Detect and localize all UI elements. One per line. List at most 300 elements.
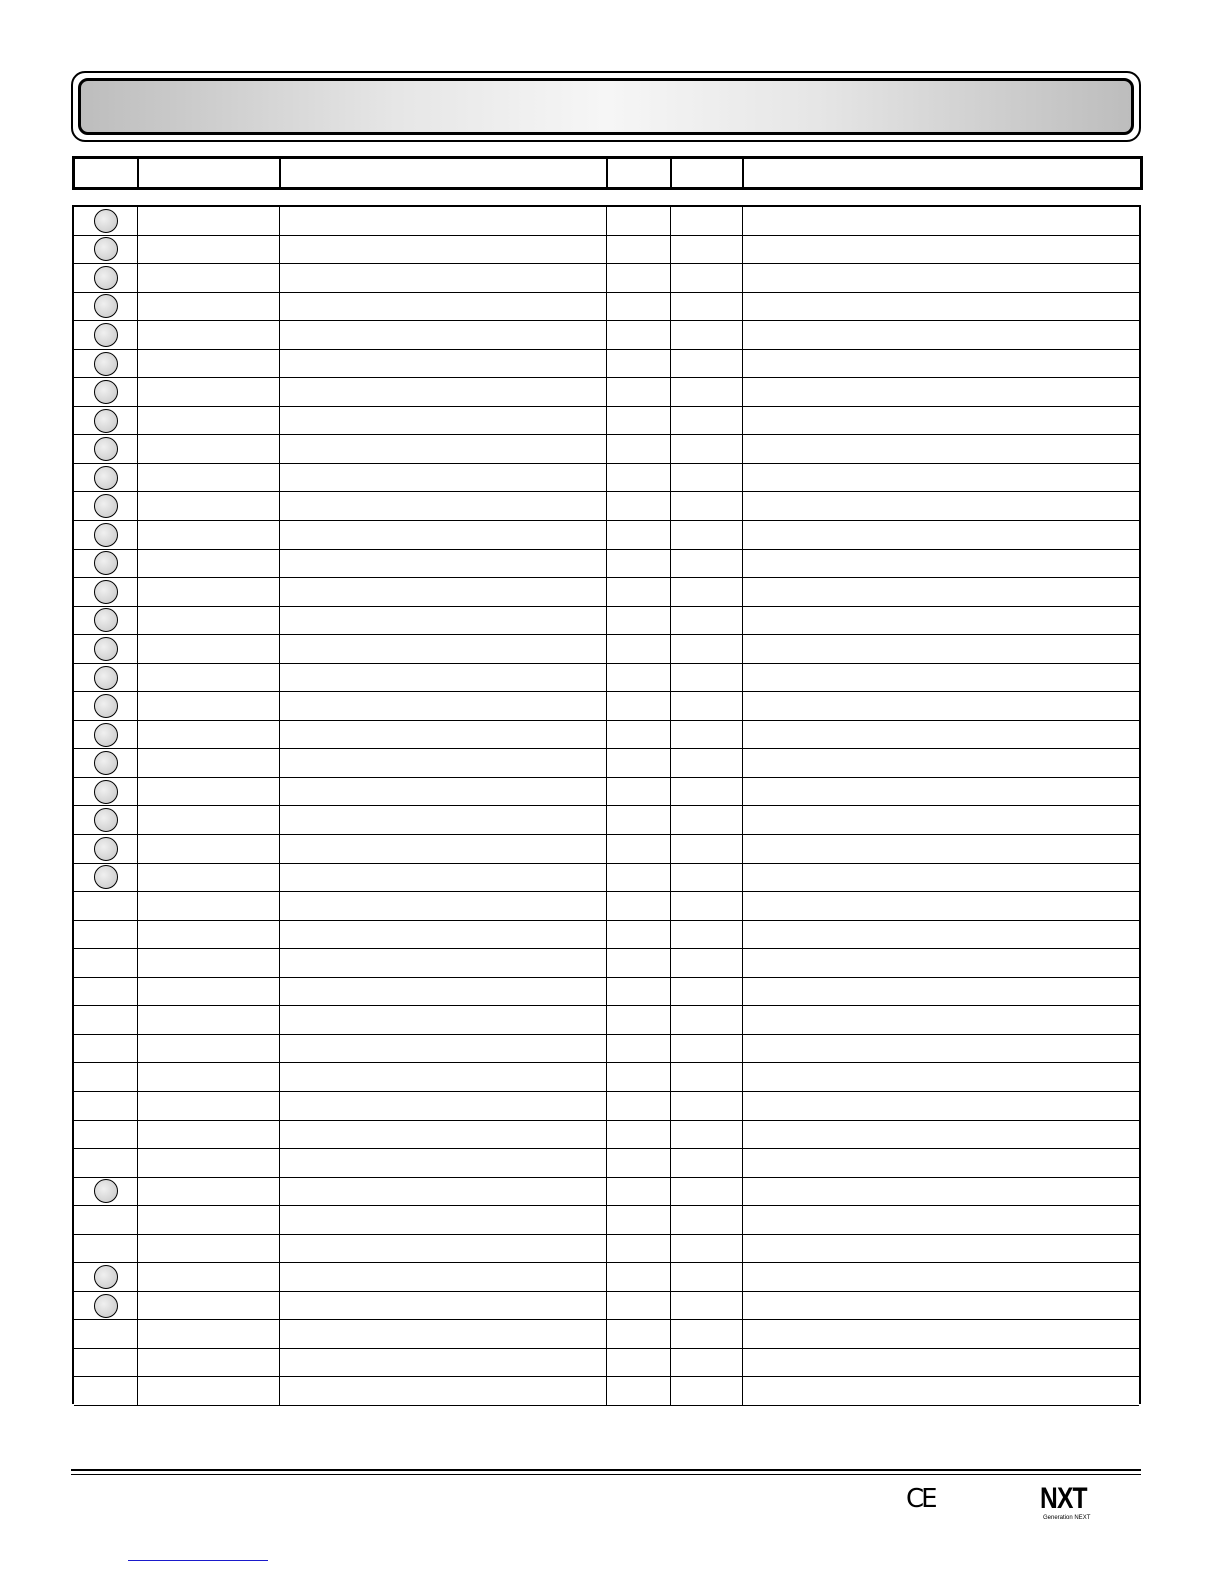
qty-cell — [607, 350, 671, 378]
qty-cell — [607, 835, 671, 863]
qty-cell — [607, 207, 671, 235]
description-cell — [280, 664, 607, 692]
part-number-cell — [138, 978, 280, 1006]
footer-link[interactable] — [128, 1546, 268, 1561]
part-number-cell — [138, 635, 280, 663]
description-cell — [280, 1320, 607, 1348]
unit-cell — [671, 378, 743, 406]
table-row — [74, 1063, 1139, 1092]
unit-cell — [671, 1377, 743, 1405]
qty-cell — [607, 749, 671, 777]
ref-cell — [74, 264, 138, 292]
unit-cell — [671, 1235, 743, 1263]
notes-cell — [743, 1263, 1139, 1291]
part-number-cell — [138, 1121, 280, 1149]
table-row — [74, 835, 1139, 864]
qty-cell — [607, 1349, 671, 1377]
ref-cell — [74, 721, 138, 749]
callout-circle-icon — [94, 1265, 118, 1289]
notes-cell — [743, 264, 1139, 292]
column-header-part-number — [139, 159, 281, 187]
part-number-cell — [138, 892, 280, 920]
notes-cell — [743, 578, 1139, 606]
qty-cell — [607, 293, 671, 321]
notes-cell — [743, 464, 1139, 492]
table-row — [74, 806, 1139, 835]
ref-cell — [74, 550, 138, 578]
table-row — [74, 949, 1139, 978]
qty-cell — [607, 435, 671, 463]
qty-cell — [607, 578, 671, 606]
table-row — [74, 978, 1139, 1007]
callout-circle-icon — [94, 1294, 118, 1318]
description-cell — [280, 350, 607, 378]
ref-cell — [74, 207, 138, 235]
unit-cell — [671, 550, 743, 578]
table-row — [74, 1121, 1139, 1150]
notes-cell — [743, 721, 1139, 749]
qty-cell — [607, 1206, 671, 1234]
unit-cell — [671, 1320, 743, 1348]
unit-cell — [671, 835, 743, 863]
unit-cell — [671, 1178, 743, 1206]
page-title — [78, 78, 1134, 135]
table-row — [74, 236, 1139, 265]
part-number-cell — [138, 1377, 280, 1405]
table-row — [74, 721, 1139, 750]
description-cell — [280, 1178, 607, 1206]
part-number-cell — [138, 607, 280, 635]
table-row — [74, 264, 1139, 293]
callout-circle-icon — [94, 523, 118, 547]
qty-cell — [607, 1092, 671, 1120]
qty-cell — [607, 978, 671, 1006]
table-row — [74, 607, 1139, 636]
nxt-logo-word: NXT — [1040, 1482, 1087, 1515]
description-cell — [280, 1092, 607, 1120]
part-number-cell — [138, 1006, 280, 1034]
notes-cell — [743, 978, 1139, 1006]
ref-cell — [74, 1263, 138, 1291]
column-header-unit — [672, 159, 744, 187]
notes-cell — [743, 692, 1139, 720]
ref-cell — [74, 1349, 138, 1377]
description-cell — [280, 1006, 607, 1034]
column-header-notes — [744, 159, 1140, 187]
description-cell — [280, 635, 607, 663]
table-row — [74, 1178, 1139, 1207]
unit-cell — [671, 892, 743, 920]
ref-cell — [74, 778, 138, 806]
description-cell — [280, 749, 607, 777]
description-cell — [280, 1377, 607, 1405]
ref-cell — [74, 1035, 138, 1063]
qty-cell — [607, 464, 671, 492]
description-cell — [280, 1292, 607, 1320]
qty-cell — [607, 1235, 671, 1263]
table-row — [74, 578, 1139, 607]
part-number-cell — [138, 1092, 280, 1120]
table-row — [74, 1292, 1139, 1321]
description-cell — [280, 778, 607, 806]
notes-cell — [743, 892, 1139, 920]
ref-cell — [74, 1178, 138, 1206]
description-cell — [280, 1349, 607, 1377]
description-cell — [280, 407, 607, 435]
description-cell — [280, 1121, 607, 1149]
notes-cell — [743, 293, 1139, 321]
notes-cell — [743, 607, 1139, 635]
table-row — [74, 293, 1139, 322]
ref-cell — [74, 1006, 138, 1034]
notes-cell — [743, 806, 1139, 834]
qty-cell — [607, 721, 671, 749]
table-row — [74, 692, 1139, 721]
notes-cell — [743, 236, 1139, 264]
qty-cell — [607, 236, 671, 264]
callout-circle-icon — [94, 808, 118, 832]
column-header-description — [281, 159, 608, 187]
table-row — [74, 921, 1139, 950]
qty-cell — [607, 949, 671, 977]
part-number-cell — [138, 236, 280, 264]
notes-cell — [743, 1178, 1139, 1206]
callout-circle-icon — [94, 409, 118, 433]
qty-cell — [607, 1149, 671, 1177]
description-cell — [280, 607, 607, 635]
description-cell — [280, 492, 607, 520]
callout-circle-icon — [94, 751, 118, 775]
table-row — [74, 492, 1139, 521]
description-cell — [280, 207, 607, 235]
qty-cell — [607, 521, 671, 549]
table-row — [74, 464, 1139, 493]
part-number-cell — [138, 464, 280, 492]
callout-circle-icon — [94, 494, 118, 518]
description-cell — [280, 321, 607, 349]
ref-cell — [74, 1121, 138, 1149]
unit-cell — [671, 1006, 743, 1034]
unit-cell — [671, 350, 743, 378]
notes-cell — [743, 749, 1139, 777]
footer-divider-thin — [71, 1474, 1141, 1475]
qty-cell — [607, 921, 671, 949]
notes-cell — [743, 207, 1139, 235]
part-number-cell — [138, 578, 280, 606]
part-number-cell — [138, 264, 280, 292]
ref-cell — [74, 921, 138, 949]
table-row — [74, 407, 1139, 436]
description-cell — [280, 1063, 607, 1091]
ref-cell — [74, 749, 138, 777]
table-row — [74, 1206, 1139, 1235]
ref-cell — [74, 321, 138, 349]
ref-cell — [74, 350, 138, 378]
table-row — [74, 550, 1139, 579]
column-header-qty — [608, 159, 672, 187]
part-number-cell — [138, 521, 280, 549]
ref-cell — [74, 1377, 138, 1405]
callout-circle-icon — [94, 837, 118, 861]
footer-divider — [71, 1469, 1141, 1471]
unit-cell — [671, 635, 743, 663]
qty-cell — [607, 1006, 671, 1034]
part-number-cell — [138, 835, 280, 863]
callout-circle-icon — [94, 1179, 118, 1203]
qty-cell — [607, 492, 671, 520]
notes-cell — [743, 864, 1139, 892]
unit-cell — [671, 1149, 743, 1177]
qty-cell — [607, 264, 671, 292]
callout-circle-icon — [94, 637, 118, 661]
qty-cell — [607, 1035, 671, 1063]
notes-cell — [743, 321, 1139, 349]
part-number-cell — [138, 350, 280, 378]
unit-cell — [671, 749, 743, 777]
unit-cell — [671, 607, 743, 635]
callout-circle-icon — [94, 380, 118, 404]
description-cell — [280, 1149, 607, 1177]
callout-circle-icon — [94, 437, 118, 461]
ref-cell — [74, 492, 138, 520]
ref-cell — [74, 1092, 138, 1120]
column-header-ref — [75, 159, 139, 187]
ref-cell — [74, 1235, 138, 1263]
part-number-cell — [138, 378, 280, 406]
table-row — [74, 1092, 1139, 1121]
qty-cell — [607, 1063, 671, 1091]
unit-cell — [671, 464, 743, 492]
qty-cell — [607, 635, 671, 663]
part-number-cell — [138, 407, 280, 435]
ref-cell — [74, 407, 138, 435]
callout-circle-icon — [94, 608, 118, 632]
ref-cell — [74, 864, 138, 892]
unit-cell — [671, 492, 743, 520]
notes-cell — [743, 778, 1139, 806]
unit-cell — [671, 721, 743, 749]
description-cell — [280, 236, 607, 264]
table-row — [74, 321, 1139, 350]
table-row — [74, 749, 1139, 778]
description-cell — [280, 1263, 607, 1291]
qty-cell — [607, 1377, 671, 1405]
description-cell — [280, 378, 607, 406]
description-cell — [280, 521, 607, 549]
notes-cell — [743, 1349, 1139, 1377]
table-row — [74, 1349, 1139, 1378]
part-number-cell — [138, 749, 280, 777]
unit-cell — [671, 264, 743, 292]
part-number-cell — [138, 1063, 280, 1091]
notes-cell — [743, 1063, 1139, 1091]
unit-cell — [671, 978, 743, 1006]
table-row — [74, 435, 1139, 464]
table-row — [74, 1149, 1139, 1178]
callout-circle-icon — [94, 237, 118, 261]
table-row — [74, 778, 1139, 807]
unit-cell — [671, 692, 743, 720]
part-number-cell — [138, 1235, 280, 1263]
qty-cell — [607, 664, 671, 692]
part-number-cell — [138, 664, 280, 692]
unit-cell — [671, 1292, 743, 1320]
notes-cell — [743, 1320, 1139, 1348]
notes-cell — [743, 1292, 1139, 1320]
part-number-cell — [138, 1349, 280, 1377]
unit-cell — [671, 1121, 743, 1149]
description-cell — [280, 864, 607, 892]
unit-cell — [671, 1263, 743, 1291]
ref-cell — [74, 1149, 138, 1177]
table-row — [74, 635, 1139, 664]
description-cell — [280, 949, 607, 977]
notes-cell — [743, 1149, 1139, 1177]
nxt-logo — [1040, 1484, 1102, 1526]
qty-cell — [607, 378, 671, 406]
table-row — [74, 521, 1139, 550]
description-cell — [280, 264, 607, 292]
unit-cell — [671, 435, 743, 463]
description-cell — [280, 1035, 607, 1063]
part-number-cell — [138, 1149, 280, 1177]
unit-cell — [671, 1206, 743, 1234]
part-number-cell — [138, 321, 280, 349]
part-number-cell — [138, 207, 280, 235]
qty-cell — [607, 1121, 671, 1149]
description-cell — [280, 978, 607, 1006]
ref-cell — [74, 607, 138, 635]
callout-circle-icon — [94, 723, 118, 747]
part-number-cell — [138, 1035, 280, 1063]
part-number-cell — [138, 550, 280, 578]
description-cell — [280, 921, 607, 949]
description-cell — [280, 293, 607, 321]
description-cell — [280, 835, 607, 863]
ref-cell — [74, 835, 138, 863]
table-row — [74, 1035, 1139, 1064]
ref-cell — [74, 464, 138, 492]
table-row — [74, 892, 1139, 921]
ref-cell — [74, 892, 138, 920]
ref-cell — [74, 692, 138, 720]
qty-cell — [607, 607, 671, 635]
part-number-cell — [138, 692, 280, 720]
description-cell — [280, 806, 607, 834]
notes-cell — [743, 521, 1139, 549]
unit-cell — [671, 521, 743, 549]
part-number-cell — [138, 1206, 280, 1234]
notes-cell — [743, 550, 1139, 578]
notes-cell — [743, 1121, 1139, 1149]
description-cell — [280, 1206, 607, 1234]
qty-cell — [607, 1263, 671, 1291]
ref-cell — [74, 1292, 138, 1320]
ref-cell — [74, 578, 138, 606]
callout-circle-icon — [94, 865, 118, 889]
description-cell — [280, 692, 607, 720]
unit-cell — [671, 207, 743, 235]
ref-cell — [74, 949, 138, 977]
part-number-cell — [138, 1263, 280, 1291]
notes-cell — [743, 435, 1139, 463]
table-row — [74, 1263, 1139, 1292]
ref-cell — [74, 978, 138, 1006]
description-cell — [280, 1235, 607, 1263]
description-cell — [280, 892, 607, 920]
description-cell — [280, 721, 607, 749]
unit-cell — [671, 1092, 743, 1120]
callout-circle-icon — [94, 694, 118, 718]
unit-cell — [671, 864, 743, 892]
notes-cell — [743, 407, 1139, 435]
unit-cell — [671, 1063, 743, 1091]
qty-cell — [607, 692, 671, 720]
part-number-cell — [138, 949, 280, 977]
callout-circle-icon — [94, 294, 118, 318]
description-cell — [280, 578, 607, 606]
table-row — [74, 1006, 1139, 1035]
unit-cell — [671, 236, 743, 264]
part-number-cell — [138, 435, 280, 463]
callout-circle-icon — [94, 580, 118, 604]
unit-cell — [671, 949, 743, 977]
unit-cell — [671, 806, 743, 834]
table-row — [74, 1320, 1139, 1349]
part-number-cell — [138, 806, 280, 834]
ref-cell — [74, 521, 138, 549]
notes-cell — [743, 635, 1139, 663]
qty-cell — [607, 778, 671, 806]
table-row — [74, 864, 1139, 893]
parts-table — [72, 205, 1141, 1404]
notes-cell — [743, 1092, 1139, 1120]
part-number-cell — [138, 492, 280, 520]
ref-cell — [74, 1206, 138, 1234]
unit-cell — [671, 778, 743, 806]
unit-cell — [671, 921, 743, 949]
description-cell — [280, 550, 607, 578]
description-cell — [280, 464, 607, 492]
ce-mark-icon: CE — [906, 1484, 935, 1514]
qty-cell — [607, 321, 671, 349]
part-number-cell — [138, 1320, 280, 1348]
nxt-logo-tagline: Generation NEXT — [1043, 1515, 1091, 1521]
notes-cell — [743, 921, 1139, 949]
ref-cell — [74, 236, 138, 264]
ref-cell — [74, 378, 138, 406]
callout-circle-icon — [94, 666, 118, 690]
table-row — [74, 1235, 1139, 1264]
qty-cell — [607, 864, 671, 892]
part-number-cell — [138, 1178, 280, 1206]
unit-cell — [671, 1349, 743, 1377]
table-row — [74, 378, 1139, 407]
callout-circle-icon — [94, 352, 118, 376]
qty-cell — [607, 892, 671, 920]
ref-cell — [74, 806, 138, 834]
notes-cell — [743, 350, 1139, 378]
notes-cell — [743, 1035, 1139, 1063]
part-number-cell — [138, 921, 280, 949]
notes-cell — [743, 492, 1139, 520]
title-banner — [71, 71, 1141, 142]
table-header — [72, 156, 1143, 190]
notes-cell — [743, 664, 1139, 692]
part-number-cell — [138, 1292, 280, 1320]
description-cell — [280, 435, 607, 463]
qty-cell — [607, 806, 671, 834]
